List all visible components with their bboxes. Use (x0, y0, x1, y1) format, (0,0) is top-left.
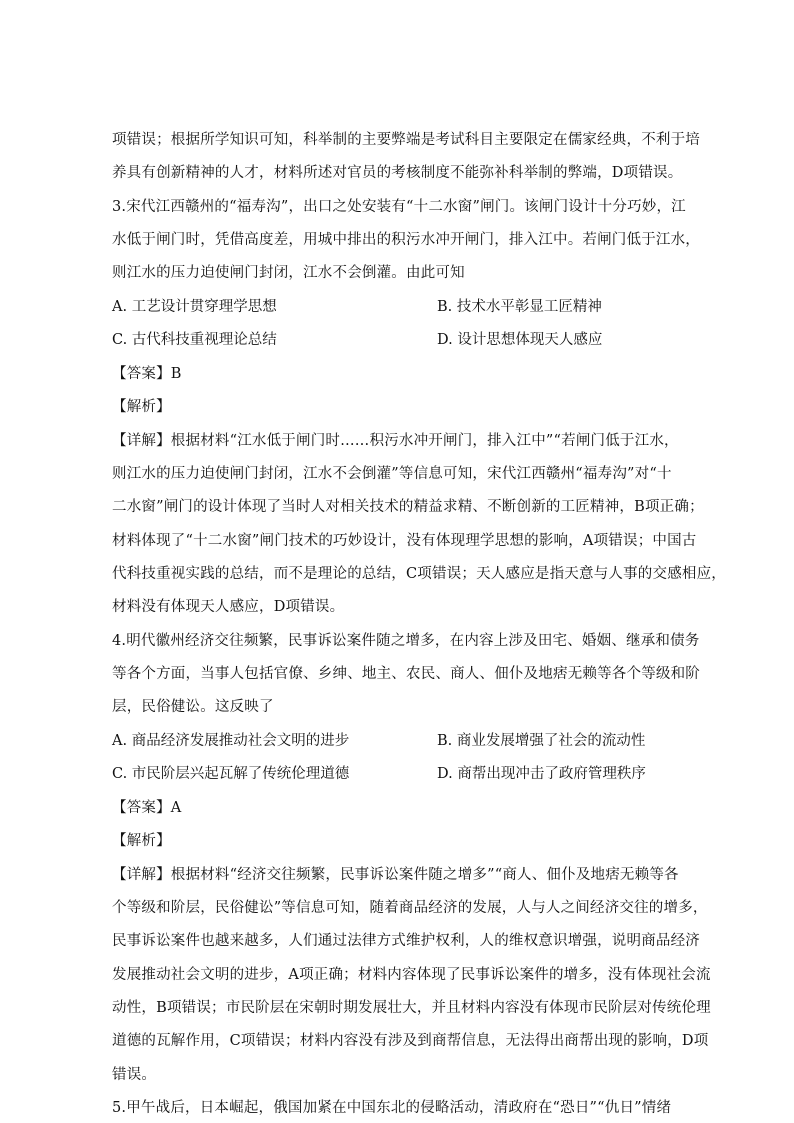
question-4-option-d: D. 商帮出现冲击了政府管理秩序 (437, 766, 646, 782)
question-3-analysis-label: 【解析】 (112, 399, 171, 415)
question-4-answer: 【答案】A (112, 800, 182, 816)
question-4-stem: 4.明代徽州经济交往频繁，民事诉讼案件随之增多，在内容上涉及田宅、婚姻、继承和债务 (112, 633, 700, 649)
question-3-stem: 3.宋代江西赣州的“福寿沟”，出口之处安装有“十二水窗”闸门。该闸门设计十分巧妙，江 (112, 199, 686, 215)
question-4-stem: 层，民俗健讼。这反映了 (112, 699, 274, 715)
question-4-option-a: A. 商品经济发展推动社会文明的进步 (112, 733, 350, 749)
question-3-detail: 则江水的压力迫使闸门封闭，江水不会倒灌”等信息可知，宋代江西赣州“福寿沟”对“十 (112, 466, 672, 482)
question-3-answer: 【答案】B (112, 366, 182, 382)
question-3-option-d: D. 设计思想体现天人感应 (437, 332, 603, 348)
question-4-detail: 错误。 (112, 1067, 157, 1083)
question-4-stem: 等各个方面，当事人包括官僚、乡绅、地主、农民、商人、佃仆及地痞无赖等各个等级和阶 (112, 666, 700, 682)
question-4-option-b: B. 商业发展增强了社会的流动性 (437, 733, 646, 749)
question-4-detail: 道德的瓦解作用，C项错误；材料内容没有涉及到商帮信息，无法得出商帮出现的影响，D项 (112, 1033, 709, 1049)
text-line: 项错误；根据所学知识可知，科举制的主要弊端是考试科目主要限定在儒家经典，不利于培 (112, 132, 700, 148)
question-3-detail: 代科技重视实践的总结，而不是理论的总结，C项错误；天人感应是指天意与人事的交感相应， (112, 566, 726, 582)
question-3-option-c: C. 古代科技重视理论总结 (112, 332, 277, 348)
question-3-option-b: B. 技术水平彰显工匠精神 (437, 299, 602, 315)
question-3-detail: 材料没有体现天人感应，D项错误。 (112, 599, 345, 615)
question-3-stem: 则江水的压力迫使闸门封闭，江水不会倒灌。由此可知 (112, 265, 465, 281)
question-4-detail: 个等级和阶层，民俗健讼”等信息可知，随着商品经济的发展，人与人之间经济交往的增多， (112, 900, 708, 916)
question-4-option-c: C. 市民阶层兴起瓦解了传统伦理道德 (112, 766, 350, 782)
question-4-detail: 发展推动社会文明的进步，A项正确；材料内容体现了民事诉讼案件的增多，没有体现社会流 (112, 967, 711, 983)
question-4-analysis-label: 【解析】 (112, 833, 171, 849)
text-line: 养具有创新精神的人才，材料所述对官员的考核制度不能弥补科举制的弊端，D项错误。 (112, 165, 683, 181)
question-3-detail: 【详解】根据材料“江水低于闸门时……积污水冲开闸门，排入江中”“若闸门低于江水， (112, 433, 679, 449)
question-3-option-a: A. 工艺设计贯穿理学思想 (112, 299, 277, 315)
question-3-stem: 水低于闸门时，凭借高度差，用城中排出的积污水冲开闸门，排入江中。若闸门低于江水， (112, 232, 700, 248)
question-4-detail: 动性，B项错误；市民阶层在宋朝时期发展壮大，并且材料内容没有体现市民阶层对传统伦理 (112, 1000, 711, 1016)
question-3-detail: 二水窗”闸门的设计体现了当时人对相关技术的精益求精、不断创新的工匠精神，B项正确； (112, 499, 704, 515)
question-4-detail: 【详解】根据材料“经济交往频繁，民事诉讼案件随之增多”“商人、佃仆及地痞无赖等各 (112, 867, 679, 883)
question-5-stem: 5.甲午战后，日本崛起，俄国加紧在中国东北的侵略活动，清政府在“恐日”“仇日”情绪 (112, 1100, 672, 1116)
question-4-detail: 民事诉讼案件也越来越多，人们通过法律方式维护权利，人的维权意识增强，说明商品经济 (112, 933, 700, 949)
question-3-detail: 材料体现了“十二水窗”闸门技术的巧妙设计，没有体现理学思想的影响，A项错误；中国古 (112, 533, 697, 549)
